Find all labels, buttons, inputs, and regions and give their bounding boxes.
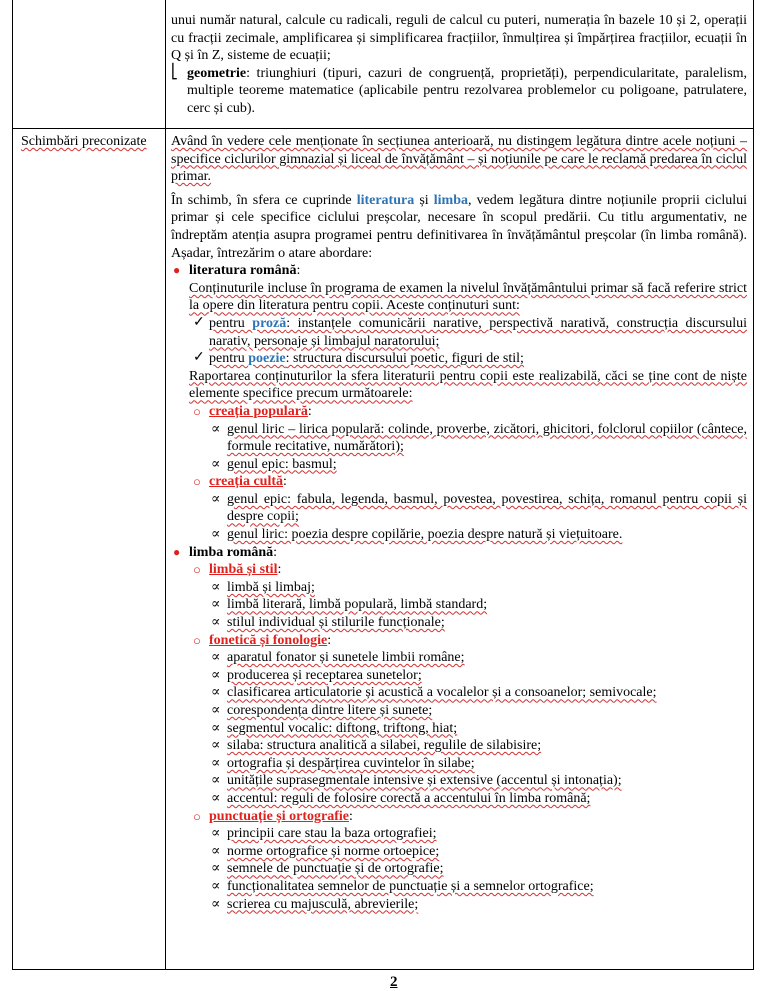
bracket-icon: ⎣ — [171, 64, 178, 80]
section-label: literatura română — [189, 263, 297, 279]
proportional-bullet-icon: ∝ — [211, 703, 221, 718]
list-item — [171, 456, 747, 474]
section-literatura: ● literatura română: — [173, 263, 301, 279]
list-item — [171, 790, 747, 808]
proportional-bullet-icon: ∝ — [211, 491, 221, 507]
list-item-text: limbă literară, limbă populară, limbă standard; — [227, 597, 488, 613]
keyword-limba: limba — [433, 192, 468, 208]
list-item — [171, 737, 747, 755]
list-item-text: unitățile suprasegmentale intensive și extensive (accentul și intonația); — [227, 773, 622, 789]
section-description: Conținuturile incluse în programa de examen la nivelul învățământului primar să facă referire strict la opere din literatura pentru copii. Aceste conținuturi sunt: — [189, 280, 747, 314]
proportional-bullet-icon: ∝ — [211, 615, 221, 631]
list-item-text: stilul individual și stilurile funcționale; — [227, 615, 445, 631]
column-divider — [165, 0, 166, 969]
list-item — [171, 421, 747, 456]
list-item — [171, 684, 747, 702]
proportional-bullet-icon: ∝ — [211, 720, 221, 736]
proportional-bullet-icon: ∝ — [211, 896, 221, 912]
proportional-bullet-icon: ∝ — [211, 738, 221, 754]
subsection-heading: ○ limbă și stil: — [193, 562, 282, 578]
main-cell — [171, 133, 747, 913]
subsection-title: creația populară — [209, 403, 308, 419]
list-item-text: genul liric: poezia despre copilărie, poezia despre natură și viețuitoare. — [227, 527, 623, 543]
circle-bullet-icon: ○ — [193, 808, 201, 824]
proportional-bullet-icon: ∝ — [211, 667, 221, 683]
list-item-text: ortografia și despărțirea cuvintelor în silabe; — [227, 755, 475, 771]
geometry-item — [171, 65, 747, 118]
bullet-icon: ● — [173, 544, 181, 559]
row-divider — [13, 128, 753, 129]
proportional-bullet-icon: ∝ — [211, 878, 221, 894]
list-item-text: accentul: reguli de folosire corectă a accentului în limba română; — [227, 790, 591, 806]
check-text: : structura discursului poetic, figuri de stil; — [285, 351, 524, 367]
list-item-text: genul epic: basmul; — [227, 456, 337, 472]
check-keyword: poezie — [248, 351, 286, 367]
check-icon: ✓ — [193, 314, 205, 330]
bullet-icon: ● — [173, 263, 181, 278]
list-item — [171, 596, 747, 614]
list-item — [171, 491, 747, 526]
list-item-text: genul liric – lirica populară: colinde, proverbe, zicători, ghicitori, folclorul copiilor (cântece, formule recitative, numărători); — [227, 421, 747, 455]
list-item — [171, 526, 747, 544]
list-item-text: norme ortografice și norme ortoepice; — [227, 843, 440, 859]
list-item — [171, 772, 747, 790]
proportional-bullet-icon: ∝ — [211, 527, 221, 543]
circle-bullet-icon: ○ — [193, 474, 201, 490]
subsection-heading: ○ punctuație și ortografie: — [193, 808, 353, 824]
circle-bullet-icon: ○ — [193, 403, 201, 419]
proportional-bullet-icon: ∝ — [211, 650, 221, 666]
proportional-bullet-icon: ∝ — [211, 861, 221, 877]
proportional-bullet-icon: ∝ — [211, 773, 221, 789]
circle-bullet-icon: ○ — [193, 632, 201, 648]
list-item — [171, 860, 747, 878]
subsection-title: limbă și stil — [209, 562, 278, 578]
list-item-text: corespondența dintre litere și sunete; — [227, 703, 433, 718]
list-item — [171, 843, 747, 861]
subsection-title: fonetică și fonologie — [209, 632, 328, 648]
list-item — [171, 825, 747, 843]
list-item-text: producerea și receptarea sunetelor; — [227, 667, 422, 683]
proportional-bullet-icon: ∝ — [211, 755, 221, 771]
check-item — [171, 350, 747, 368]
subsection-title: creația cultă — [209, 474, 283, 490]
geometry-text: : triunghiuri (tipuri, cazuri de congruență, proprietăți), perpendicularitate, paralelism, multiple teoreme matematice (aplicabile pentru rezolvarea problemelor cu poligoane, patrulatere, cerc și cub). — [187, 65, 747, 116]
subsection-heading: ○ fonetică și fonologie: — [193, 632, 332, 648]
list-item — [171, 896, 747, 914]
proportional-bullet-icon: ∝ — [211, 826, 221, 842]
section-note: Raportarea conținuturilor la sfera literaturii pentru copii este realizabilă, căci se ține cont de niște elemente specifice precum următoarele: — [189, 368, 747, 402]
paragraph-2: În schimb, în sfera ce cuprinde literatura și limba, vedem legătura dintre noțiunile proprii ciclului primar și cele specifice ciclului preșcolar, necesare în scopul predării. Cu titlu argumentativ, ne îndreptăm atenția asupra programei pentru definitivarea în învățământul preșcolar (în limba română). Așadar, întrezărim o atare abordare: — [171, 192, 748, 261]
content-table — [12, 0, 754, 970]
list-item-text: semnele de punctuație și de ortografie; — [227, 861, 444, 877]
proportional-bullet-icon: ∝ — [211, 421, 221, 437]
section-label: limba română — [189, 544, 274, 560]
keyword-literatura: literatura — [356, 192, 415, 208]
check-prefix: pentru — [209, 351, 249, 367]
paragraph-1: Având în vedere cele menționate în secțiunea anterioară, nu distingem legătura dintre acele noțiuni – specifice ciclurilor gimnazial și liceal de învățământ – și noțiunile pe care le reclamă predarea în ciclul primar. — [171, 134, 747, 185]
page-number: 2 — [390, 974, 398, 990]
list-item-text: genul epic: fabula, legenda, basmul, povestea, povestirea, schița, romanul pentru copii și despre copii; — [227, 491, 747, 525]
proportional-bullet-icon: ∝ — [211, 597, 221, 613]
check-prefix: pentru — [209, 315, 253, 331]
list-item-text: silaba: structura analitică a silabei, regulile de silabisire; — [227, 738, 542, 754]
subsection-title: punctuație și ortografie — [209, 808, 349, 824]
list-item-text: segmentul vocalic: diftong, triftong, hiat; — [227, 720, 458, 736]
list-item-text: clasificarea articulatorie și acustică a vocalelor și a consoanelor; semivocale; — [227, 685, 657, 701]
row-label: Schimbări preconizate — [21, 134, 147, 149]
proportional-bullet-icon: ∝ — [211, 790, 221, 806]
list-item — [171, 649, 747, 667]
proportional-bullet-icon: ∝ — [211, 456, 221, 472]
circle-bullet-icon: ○ — [193, 562, 201, 578]
list-item — [171, 579, 747, 597]
list-item — [171, 702, 747, 720]
proportional-bullet-icon: ∝ — [211, 685, 221, 701]
geometry-label: geometrie — [187, 65, 247, 81]
check-item — [171, 315, 747, 350]
proportional-bullet-icon: ∝ — [211, 579, 221, 595]
subsection-heading: ○ creația populară: — [193, 403, 312, 419]
list-item-text: limbă și limbaj; — [227, 579, 315, 595]
section-limba: ● limba română: — [173, 544, 278, 560]
subsection-heading: ○ creația cultă: — [193, 474, 287, 490]
list-item — [171, 720, 747, 738]
list-item-text: aparatul fonator și sunetele limbii române; — [227, 650, 465, 666]
list-item — [171, 755, 747, 773]
math-topics-text: unui număr natural, calcule cu radicali, reguli de calcul cu puteri, numerația în bazele 10 și 2, operații cu fracții zecimale, amplificarea și simplificarea fracțiilor, înmulțirea și împărțirea fracțiilor, ecuații în Q și în Z, sisteme de ecuații; — [171, 13, 747, 64]
list-item-text: scrierea cu majusculă, abrevierile; — [227, 896, 419, 912]
list-item-text: funcționalitatea semnelor de punctuație și a semnelor ortografice; — [227, 878, 594, 894]
list-item — [171, 614, 747, 632]
proportional-bullet-icon: ∝ — [211, 843, 221, 859]
check-text: : instanțele comunicării narative, perspectivă narativă, construcția discursului narativ, personaje și limbajul naratorului; — [209, 315, 747, 349]
check-keyword: proză — [252, 315, 287, 331]
top-cell — [171, 12, 747, 118]
list-item — [171, 667, 747, 685]
list-item-text: principii care stau la baza ortografiei; — [227, 826, 437, 842]
check-icon: ✓ — [193, 350, 205, 366]
list-item — [171, 878, 747, 896]
